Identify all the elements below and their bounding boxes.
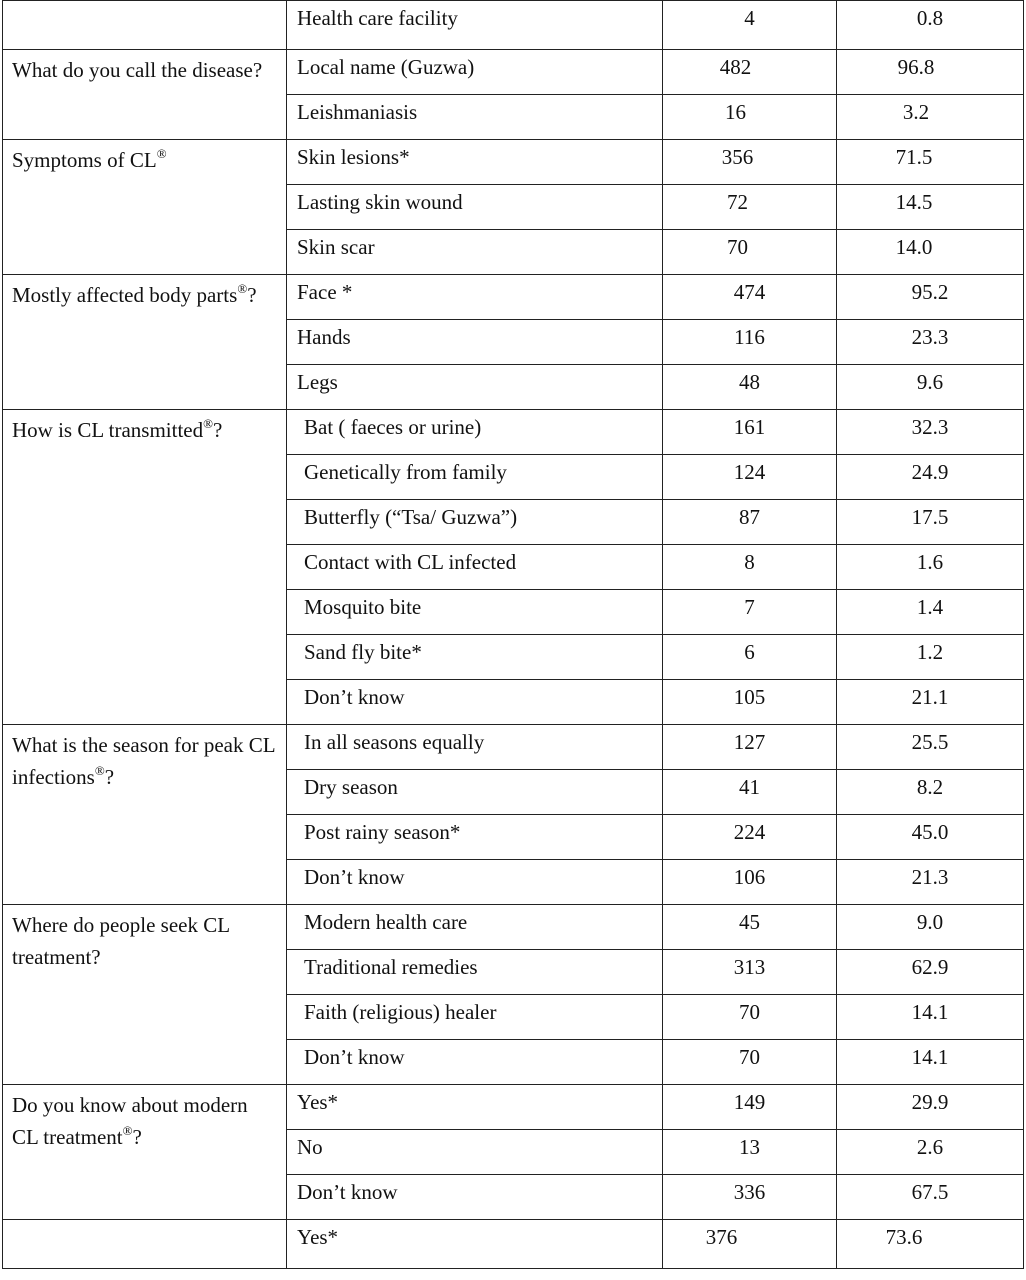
option-cell: Don’t know (287, 860, 663, 905)
count-cell: 336 (663, 1175, 837, 1220)
question-cell (3, 275, 287, 410)
option-cell: Skin lesions* (287, 140, 663, 185)
registered-mark: ® (156, 146, 167, 161)
option-cell: Leishmaniasis (287, 95, 663, 140)
option-cell: Face * (287, 275, 663, 320)
count-cell: 224 (663, 815, 837, 860)
percent-cell: 67.5 (837, 1175, 1024, 1220)
percent-cell: 29.9 (837, 1085, 1024, 1130)
table-row (3, 905, 1024, 950)
option-cell: Post rainy season* (287, 815, 663, 860)
count-cell: 356 (663, 140, 837, 185)
count-cell: 313 (663, 950, 837, 995)
table-row (3, 1, 1024, 50)
percent-cell: 9.0 (837, 905, 1024, 950)
percent-cell: 21.3 (837, 860, 1024, 905)
count-cell: 72 (663, 185, 837, 230)
option-cell: Health care facility (287, 1, 663, 50)
table-row (3, 1220, 1024, 1269)
percent-cell: 25.5 (837, 725, 1024, 770)
option-cell: Mosquito bite (287, 590, 663, 635)
percent-cell: 32.3 (837, 410, 1024, 455)
option-cell: Sand fly bite* (287, 635, 663, 680)
question-text: Mostly affected body parts (12, 283, 238, 307)
percent-cell: 9.6 (837, 365, 1024, 410)
percent-cell: 14.1 (837, 1040, 1024, 1085)
count-cell: 70 (663, 1040, 837, 1085)
count-cell: 70 (663, 995, 837, 1040)
table-row (3, 1085, 1024, 1130)
count-cell: 4 (663, 1, 837, 50)
option-cell: Don’t know (287, 680, 663, 725)
count-cell: 161 (663, 410, 837, 455)
option-cell: In all seasons equally (287, 725, 663, 770)
question-text: Symptoms of CL (12, 148, 157, 172)
table-row (3, 275, 1024, 320)
count-cell: 124 (663, 455, 837, 500)
option-cell: Bat ( faeces or urine) (287, 410, 663, 455)
percent-cell: 71.5 (837, 140, 1024, 185)
percent-cell: 3.2 (837, 95, 1024, 140)
percent-cell: 73.6 (837, 1220, 1024, 1269)
option-cell: Dry season (287, 770, 663, 815)
count-cell: 16 (663, 95, 837, 140)
count-cell: 6 (663, 635, 837, 680)
percent-cell: 21.1 (837, 680, 1024, 725)
registered-mark: ® (94, 763, 105, 778)
count-cell: 48 (663, 365, 837, 410)
data-table (2, 0, 1024, 1269)
count-cell: 13 (663, 1130, 837, 1175)
percent-cell: 8.2 (837, 770, 1024, 815)
percent-cell: 14.1 (837, 995, 1024, 1040)
count-cell: 45 (663, 905, 837, 950)
question-cell (3, 725, 287, 905)
percent-cell: 23.3 (837, 320, 1024, 365)
percent-cell: 1.6 (837, 545, 1024, 590)
option-cell: Yes* (287, 1085, 663, 1130)
option-cell: Lasting skin wound (287, 185, 663, 230)
percent-cell: 2.6 (837, 1130, 1024, 1175)
registered-mark: ® (122, 1123, 133, 1138)
count-cell: 8 (663, 545, 837, 590)
percent-cell: 14.5 (837, 185, 1024, 230)
option-cell: Contact with CL infected (287, 545, 663, 590)
count-cell: 7 (663, 590, 837, 635)
table-row (3, 410, 1024, 455)
table-row (3, 725, 1024, 770)
percent-cell: 1.2 (837, 635, 1024, 680)
option-cell: Butterfly (“Tsa/ Guzwa”) (287, 500, 663, 545)
question-text: Where do people seek CL treatment? (12, 913, 230, 969)
option-cell: Genetically from family (287, 455, 663, 500)
count-cell: 482 (663, 50, 837, 95)
question-cell (3, 905, 287, 1085)
registered-mark: ® (203, 416, 214, 431)
table-row (3, 140, 1024, 185)
count-cell: 127 (663, 725, 837, 770)
option-cell: Don’t know (287, 1040, 663, 1085)
question-cell (3, 1220, 287, 1269)
option-cell: Skin scar (287, 230, 663, 275)
question-text: What do you call the disease? (12, 58, 263, 82)
count-cell: 474 (663, 275, 837, 320)
percent-cell: 24.9 (837, 455, 1024, 500)
question-cell (3, 410, 287, 725)
count-cell: 149 (663, 1085, 837, 1130)
question-text: How is CL transmitted (12, 418, 204, 442)
question-tail: ? (247, 283, 257, 307)
option-cell: No (287, 1130, 663, 1175)
percent-cell: 62.9 (837, 950, 1024, 995)
percent-cell: 1.4 (837, 590, 1024, 635)
count-cell: 116 (663, 320, 837, 365)
question-tail: ? (104, 765, 115, 789)
option-cell: Modern health care (287, 905, 663, 950)
question-cell (3, 1085, 287, 1220)
count-cell: 87 (663, 500, 837, 545)
percent-cell: 17.5 (837, 500, 1024, 545)
table-body (3, 1, 1024, 1269)
option-cell: Yes* (287, 1220, 663, 1269)
count-cell: 106 (663, 860, 837, 905)
count-cell: 376 (663, 1220, 837, 1269)
percent-cell: 45.0 (837, 815, 1024, 860)
registered-mark: ® (237, 281, 248, 296)
table-row (3, 50, 1024, 95)
question-cell (3, 1, 287, 50)
option-cell: Traditional remedies (287, 950, 663, 995)
question-text: What is the season for peak CL infections (12, 733, 275, 789)
question-cell (3, 50, 287, 140)
question-tail: ? (213, 418, 223, 442)
option-cell: Don’t know (287, 1175, 663, 1220)
question-text: Do you know about modern CL treatment (12, 1093, 248, 1149)
option-cell: Local name (Guzwa) (287, 50, 663, 95)
percent-cell: 14.0 (837, 230, 1024, 275)
count-cell: 105 (663, 680, 837, 725)
percent-cell: 96.8 (837, 50, 1024, 95)
count-cell: 41 (663, 770, 837, 815)
percent-cell: 95.2 (837, 275, 1024, 320)
question-tail: ? (132, 1125, 142, 1149)
option-cell: Legs (287, 365, 663, 410)
percent-cell: 0.8 (837, 1, 1024, 50)
option-cell: Faith (religious) healer (287, 995, 663, 1040)
count-cell: 70 (663, 230, 837, 275)
option-cell: Hands (287, 320, 663, 365)
question-cell (3, 140, 287, 275)
